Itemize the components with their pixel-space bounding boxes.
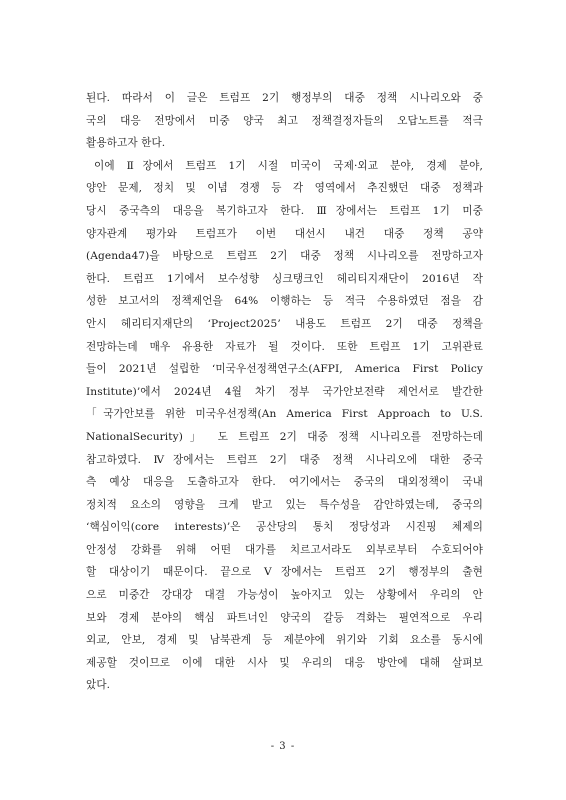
text-line: 으로 미중간 강대강 대결 가능성이 높아지고 있는 상황에서 우리의 안 xyxy=(86,589,483,602)
text-line: 정치적 요소의 영향을 크게 받고 있는 특수성을 감안하였는데, 중국의 xyxy=(86,498,483,511)
body-text xyxy=(86,87,483,697)
text-line: 양안 문제, 정치 및 이념 경쟁 등 각 영역에서 추진했던 대중 정책과 xyxy=(86,182,483,195)
text-line: 활용하고자 한다. xyxy=(86,137,166,150)
text-line: 국의 대응 전망에서 미중 양국 최고 정책결정자들의 오답노트를 적극 xyxy=(86,114,483,127)
text-line: 할 대상이기 때문이다. 끝으로 Ⅴ장에서는 트럼프 2기 행정부의 출현 xyxy=(86,566,483,579)
text-line: 된다. 따라서 이 글은 트럼프 2기 행정부의 대중 정책 시나리오와 중 xyxy=(86,92,483,104)
text-line: 들이 2021년 설립한 ‘미국우선정책연구소(AFPI, America First Policy xyxy=(86,363,483,376)
text-line: 보와 경제 분야의 핵심 파트너인 양국의 갈등 격화는 필연적으로 우리 xyxy=(86,611,483,624)
text-line: 전망하는데 매우 유용한 자료가 될 것이다. 또한 트럼프 1기 고위관료 xyxy=(86,340,483,353)
text-line: NationalSecurity)」 도 트럼프 2기 대중 정책 시나리오를 전망하는데 xyxy=(86,430,483,443)
text-line: 제공할 것이므로 이에 대한 시사 및 우리의 대응 방안에 대해 살펴보 xyxy=(86,656,483,669)
text-line: 안시 헤리티지재단의 ‘Project2025’ 내용도 트럼프 2기 대중 정책을 xyxy=(86,317,483,330)
text-line: ‘핵심이익(core interests)’은 공산당의 통치 정당성과 시진핑 체제의 xyxy=(86,521,483,534)
text-line: 한다. 트럼프 1기에서 보수성향 싱크탱크인 헤리티지재단이 2016년 작 xyxy=(86,272,483,285)
paragraph xyxy=(86,155,483,697)
text-line: 외교, 안보, 경제 및 남북관계 등 제분야에 위기와 기회 요소를 동시에 xyxy=(86,634,483,647)
text-line: 측 예상 대응을 도출하고자 한다. 여기에서는 중국의 대외정책이 국내 xyxy=(86,476,483,489)
text-line: 성한 보고서의 정책제언을 64% 이행하는 등 적극 수용하였던 점을 감 xyxy=(86,295,483,308)
paragraph xyxy=(86,87,483,155)
text-line: 이에 Ⅱ장에서 트럼프 1기 시절 미국이 국제·외교 분야, 경제 분야, xyxy=(94,159,483,172)
text-line: 안정성 강화를 위해 어떤 대가를 치르고서라도 외부로부터 수호되어야 xyxy=(86,543,483,556)
text-line: 「국가안보를 위한 미국우선정책(An America First Approach to U.S. xyxy=(86,408,483,421)
text-line: 았다. xyxy=(86,679,111,692)
page-number: - 3 - xyxy=(270,741,296,752)
text-line: 참고하였다. Ⅳ장에서는 트럼프 2기 대중 정책 시나리오에 대한 중국 xyxy=(86,453,483,466)
text-line: 양자관계 평가와 트럼프가 이번 대선시 내건 대중 정책 공약 xyxy=(86,227,483,240)
text-line: (Agenda47)을 바탕으로 트럼프 2기 대중 정책 시나리오를 전망하고자 xyxy=(86,250,483,263)
text-line: 당시 중국측의 대응을 복기하고자 한다. Ⅲ장에서는 트럼프 1기 미중 xyxy=(86,204,483,217)
text-line: Institute)’에서 2024년 4월 차기 정부 국가안보전략 제언서로 발간한 xyxy=(86,385,483,398)
